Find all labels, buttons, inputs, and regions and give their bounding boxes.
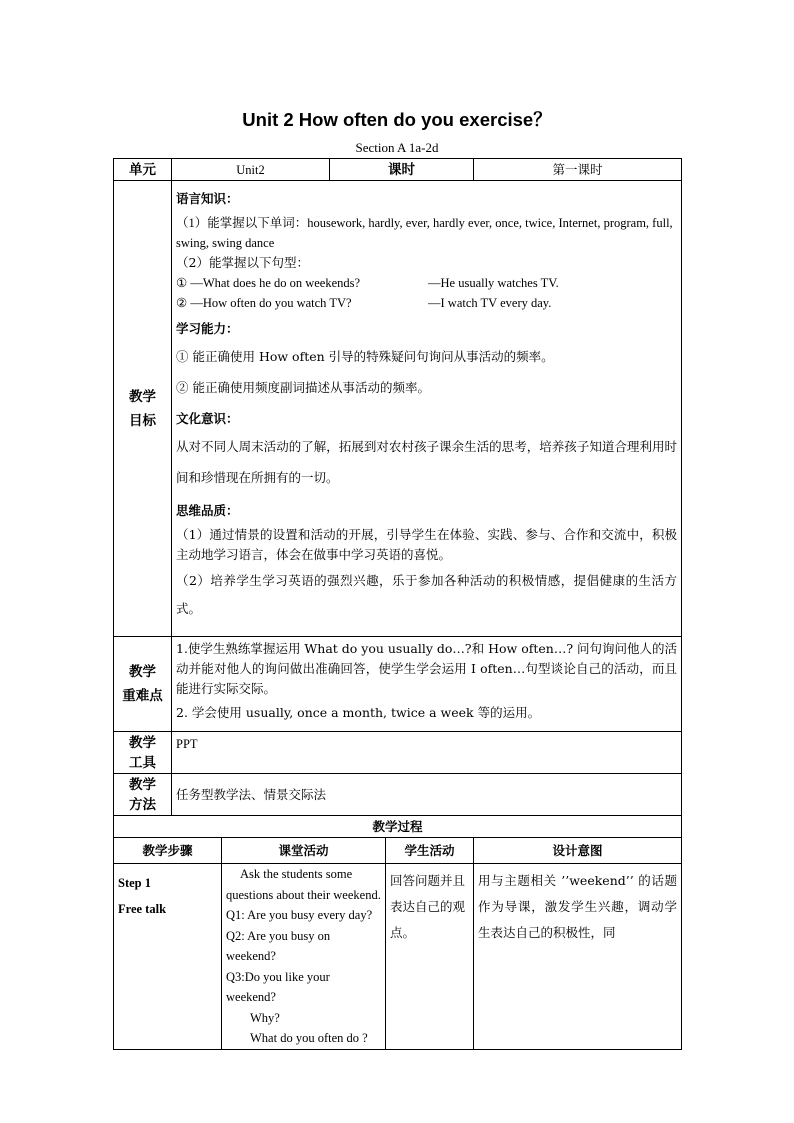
process-columns-row [114,838,682,864]
objectives-content [172,181,682,637]
pattern-row-2 [176,293,677,313]
step-1-activity [222,864,386,1050]
culture-heading: 文化意识： [176,411,239,426]
keypoint-item-2: 2. 学会使用 usually, once a month, twice a week 等的运用。 [176,705,541,720]
objectives-label: 教学 目标 [114,181,172,637]
tools-label: 教学 工具 [114,732,172,774]
keypoints-row [114,637,682,732]
unit-label: 单元 [114,159,172,181]
step-1-sub: Free talk [118,902,167,916]
methods-row [114,774,682,816]
thinking-item-1: （1）通过情景的设置和活动的开展，引导学生在体验、实践、参与、合作和交流中，积极主动地学习语言，体会在做事中学习英语的喜悦。 [176,527,678,562]
language-heading: 语言知识： [176,191,239,206]
pattern-answer: —I watch TV every day. [428,296,552,310]
methods-label: 教学 方法 [114,774,172,816]
period-value: 第一课时 [474,159,682,181]
step-1-student: 回答问题并且表达自己的观点。 [386,864,474,1050]
column-header-student: 学生活动 [386,838,474,864]
unit-value: Unit2 [172,159,330,181]
process-heading: 教学过程 [114,816,682,838]
thinking-item-2: （2）培养学生学习英语的强烈兴趣，乐于参加各种活动的积极情感，提倡健康的生活方式。 [176,573,678,616]
activity-line: Why? [250,1010,280,1025]
keypoint-item-1: 1.使学生熟练掌握运用 What do you usually do…?和 How often…? 问句询问他人的活动并能对他人的询问做出准确回答，使学生学会运用 I often…句型谈论自己的活动，而且能进行实际交际。 [176,641,678,696]
page-subtitle: Section A 1a-2d [355,140,439,155]
lesson-plan-table [113,158,682,1050]
unit-row [114,159,682,181]
ability-item: ② 能正确使用频度副词描述从事活动的频率。 [176,380,430,395]
ability-heading: 学习能力： [176,321,239,336]
tools-value: PPT [172,732,682,774]
activity-line: What do you often do ? [250,1031,368,1045]
pattern-question: ① —What does he do on weekends? [176,276,361,290]
column-header-activity: 课堂活动 [222,838,386,864]
pattern-question: ② —How often do you watch TV? [176,296,352,310]
step-1-row [114,864,682,1050]
pattern-row-1 [176,273,677,293]
culture-text: 从对不同人周末活动的了解，拓展到对农村孩子课余生活的思考，培养孩子知道合理利用时间和珍惜现在所拥有的一切。 [176,439,678,485]
keypoints-label: 教学 重难点 [114,637,172,732]
pattern-answer: —He usually watches TV. [428,276,559,290]
tools-row [114,732,682,774]
activity-line: Q1: Are you busy every day? [226,908,373,922]
period-label: 课时 [330,159,474,181]
objectives-row [114,181,682,637]
activity-line: Ask the students some questions about their weekend. [226,867,381,902]
process-heading-row [114,816,682,838]
keypoints-content [172,637,682,732]
column-header-step: 教学步骤 [114,838,222,864]
page-title: Unit 2 How often do you exercise？ [242,109,552,130]
column-header-intent: 设计意图 [474,838,682,864]
thinking-heading: 思维品质： [176,503,239,518]
activity-line: Q3:Do you like your weekend? [226,969,330,1004]
vocab-line: （1）能掌握以下单词：housework, hardly, ever, hardly ever, once, twice, Internet, program, full, swing, swing dance [176,216,673,250]
activity-line: Q2: Are you busy on weekend? [226,928,331,963]
step-1-name: Step 1 [118,876,151,890]
step-1-cell [114,864,222,1050]
methods-value: 任务型教学法、情景交际法 [172,774,682,816]
ability-item: ① 能正确使用 How often 引导的特殊疑问句询问从事活动的频率。 [176,349,554,364]
pattern-heading: （2）能掌握以下句型： [176,255,309,270]
step-1-intent: 用与主题相关 ’’weekend’’ 的话题作为导课，激发学生兴趣，调动学生表达自己的积极性，同 [474,864,682,1050]
